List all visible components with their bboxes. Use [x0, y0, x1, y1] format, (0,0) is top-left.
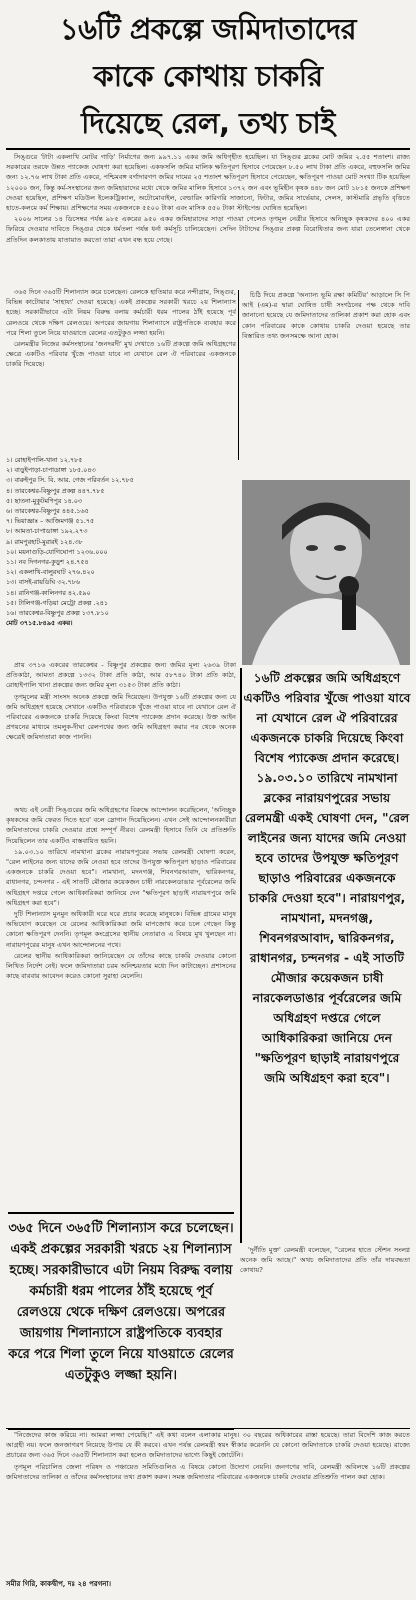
right-upper-column [242, 290, 410, 475]
intro-paragraph: ২০০৬ সালের ১৪ ডিসেম্বর পর্যন্ত ৯৮৫ একরের ৯৫০ একর জমিহারাদের সাড়া পাওয়া গেলেও তৃণমূল নেত্রীর হিসাবে অনিচ্ছুক কৃষকদের ৪০০ একর ফিরিয়ে দেওয়ার দাবিতে সিঙ্গুর থেকে ধর্মতলা পর্যন্ত ধর্না কর্মসূচি চালিয়েছেন। সেদিন টাটাদের সিঙ্গুর প্রকল্প বিরোধিতার জন্য যারা তেলেঙ্গানা থেকে প্রতিদিন কলকাতায় যাতায়াত করতো তারা এখন বন্ধ হয়ে গেছে। [6, 215, 410, 244]
list-item: ৬। তারকেশ্বর-বিষ্ণুপুর ৪৪৫.১৬৫ [6, 507, 89, 516]
bottom-rule [6, 1428, 410, 1429]
list-item: ১৪। রানিগঞ্জ-কালিনগর ৪২.৫৯০ [6, 588, 91, 597]
bottom-paragraph: "নিজেদের কাজ করিয়ে না। আমরা লজ্জা পেয়েছি।" এই কথা বলেন এলাকার মানুষ। ৩০ বছরের অধিকারের রাস্তা হয়েছে। তারা বিদেশি কাজ করতে আগ্রহী নয়। ফলে জনজাগরণ নিয়েছে উপায় যে কী করবে। এখন পর্যন্ত রেলমন্ত্রী স্বয়ং স্বীকার করেননি যে কোনো জমিদাতাকে চাকরি দেওয়া হয়েছে। রাজ্যে প্রচারের জন্য ৩৬৫ দিনে ৩৬৫টি শিলান্যাস করা হলেও জমিদাতাদের ভাগ্যে কিছুই জোটেনি। [6, 1431, 410, 1460]
list-item: ৪। তারকেশ্বর-বিষ্ণুপুর প্রকল্প ৪৪৭.৭৮৫ [6, 486, 105, 495]
headline-line-1: ১৬টি প্রকল্পে জমিদাতাদের [59, 12, 357, 46]
list-item: ১। রোহাইপালি-খানা ১২.৭৮৫ [6, 456, 83, 464]
bottom-column [6, 1430, 410, 1575]
list-item: ১৬। তারকেশ্বর-বিষ্ণুপুর প্রকল্প ১৩৭.৮১০ [6, 609, 109, 618]
news-photo [242, 480, 410, 665]
headline [6, 6, 410, 147]
right-upper-paragraph: চিঠি দিয়ে প্রকল্পে 'অন্যান্য ভূমি রক্ষা কমিটির' আড়ালে সি পি আই (এম)-র দ্বারা ঘোষিত চাষী সংগঠনের পক্ষ থেকে দাবি জানানো হয়েছে যে জমিদাতাদের তালিকা প্রকাশ করা হোক এবং কোন পরিবারের কাকে কোথায় চাকরি দেওয়া হয়েছে তার বিস্তারিত তথ্য জনসমক্ষে আনা হোক। [242, 291, 410, 340]
left-main-column [6, 660, 236, 805]
pull-quote-left: ৩৬৫ দিনে ৩৬৫টি শিলান্যাস করে চলেছেন। একই প্রকল্পের সরকারী খরচে ২য় শিলান্যাস হচ্ছে। সরকারীভাবে এটা নিয়ম বিরুদ্ধ বলায় কর্মচারী ধরম পালের ঠাঁই হয়েছে পূর্ব রেলওয়ে থেকে দক্ষিণ রেলওয়ে। অপরের জায়গায় শিলান্যাসে রাষ্ট্রপতিকে ব্যবহার করে পরে শিলা তুলে নিয়ে যাওয়াতে রেলের এতটুকুও লজ্জা হয়নি। [8, 1212, 234, 1430]
list-total: মোট ৩৭১৫.৮৪৯৫ একর। [6, 619, 73, 628]
list-item: ১১। নব দিগনগর-কুড়ুশ ২৪.৭৫৪ [6, 558, 89, 567]
person-photo-icon [242, 480, 410, 665]
list-item: ২। বাড়ুইপাড়া-চাপাডাঙ্গা ১৮৫.০৪৩ [6, 466, 96, 475]
bottom-paragraph: তৃণমূল পরিচালিত জেলা পরিষদ ও পঞ্চায়েত সমিতিগুলিও এ বিষয়ে কোনো উদ্যোগ নেয়নি। জনগণের দাবি, রেলমন্ত্রী অবিলম্বে ১৬টি প্রকল্পের জমিদাতাদের তালিকা ও তাঁদের কর্মসংস্থানের তথ্য প্রকাশ করুন। সমস্ত জমিদাতার পরিবারের একজনকে চাকরি দেওয়ার প্রতিশ্রুতি পালন করা হোক। [6, 1462, 410, 1481]
left-lower-paragraph: দুটি শিলান্যাস মুনমুন অধিকারী ঘরে ঘরে প্রচার করেছে মানুষকে। বিভিন্ন গ্রামের মানুষ অভিযোগ করেছেন যে রেলের আধিকারিকরা জমি মাপজোখ করে চলে গেছেন কিন্তু কোনো ক্ষতিপূরণ দেননি। তৃণমূল কংগ্রেসের স্থানীয় নেতারাও এ বিষয়ে মুখ খুলছেন না। নারায়ণপুরের মানুষ এখন আন্দোলনের পথে। [6, 910, 236, 949]
right-lower-paragraph: 'দুর্নীতি মুক্ত' রেলমন্ত্রী বলেছেন, "রেলের হাতে স্টেশন সংলগ্ন অনেক জমি আছে।" অথচ জমিদাতাদের প্রতি তাঁর দায়বদ্ধতা কোথায়? [240, 1246, 410, 1275]
column-divider [238, 290, 239, 460]
headline-line-2: কাকে কোথায় চাকরি [93, 59, 323, 93]
left-lower-paragraph: রেলের স্থানীয় আধিকারিকরা জানিয়েছেন যে তাঁদের কাছে চাকরি দেওয়ার কোনো লিখিত নির্দেশ নেই। ফলে জমিদাতারা চরম অনিশ্চয়তার মধ্যে দিন কাটাচ্ছেন। প্রশাসনের কাছে বারবার আবেদন করেও কোনো সুরাহা মেলেনি। [6, 951, 236, 981]
list-item: ৫। ছাতনা-মুকুটমণিপুর ১৪.০৩ [6, 496, 83, 505]
list-item: ১৫। টালিগঞ্জ-গড়িয়া মেট্রো প্রকল্প .২৪১ [6, 598, 109, 607]
pull-quote-right: ১৬টি প্রকল্পের জমি অধিগ্রহণে একটিও পরিবার খুঁজে পাওয়া যাবে না যেখানে রেল ঐ পরিবারের একজনকে চাকরি দিয়েছে কিংবা বিশেষ প্যাকেজ প্রদান করেছে। ১৯.০৩.১০ তারিখে নামখানা ব্লকের নারায়ণপুরের সভায় রেলমন্ত্রী একই ঘোষণা দেন, "রেল লাইনের জন্য যাদের জমি নেওয়া হবে তাদের উপযুক্ত ক্ষতিপূরণ ছাড়াও পরিবারের একজনকে চাকরি দেওয়া হবে"। নারায়ণপুর, নামখানা, মদনগঞ্জ, শিবনগরআবাদ, দ্বারিকনগর, রাধানগর, চন্দনগর - এই সাতটি মৌজার কয়েকজন চাষী নারকেলডাঙার পূর্বরেলের জমি অধিগ্রহণ দপ্তরে গেলে আধিকারিকরা জানিয়ে দেন "ক্ষতিপূরণ ছাড়াই নারায়ণপুরে জমি অধিগ্রহণ করা হবে"। [240, 668, 412, 1243]
left-upper-paragraph: রেলমন্ত্রীর নিজের কর্মসংস্থানের 'জনদরদী' মুখ দেখাতে ১৬টি প্রকল্পে জমি অধিগ্রহণের ক্ষেত্রে একটিও পরিবার খুঁজে পাওয়া যাবে না যেখানে রেল ঐ পরিবারের একজনকে চাকরি দিয়েছে। [6, 340, 236, 369]
list-item: ১০। ময়নাগুড়ি-যোগিঘোপা ১২৩৬.০০০ [6, 547, 108, 556]
left-lower-paragraph: অথচ এই নেত্রী সিঙ্গুরের জমি অধিগ্রহণের বিরুদ্ধে আন্দোলন করেছিলেন, 'অনিচ্ছুক কৃষকদের জমি ফেরত দিতে হবে' বলে স্লোগান দিয়েছিলেন। এখন সেই আন্দোলনকারীরা জমিদাতাদের চাকরি দেওয়ার প্রশ্নে সম্পূর্ণ নীরব। রেলমন্ত্রী হিসাবে তিনি যে প্রতিশ্রুতি দিয়েছিলেন তার একটিও বাস্তবায়িত হয়নি। [6, 806, 236, 845]
left-main-paragraph: তৃণমূলের মন্ত্রী সাংসদ অনেক প্রকল্পে জমি দিয়েছেন। উপযুক্ত ১৬টি প্রকল্পের জন্য যে জমি অধিগ্রহণ হয়েছে সেখানে একটিও পরিবারকে খুঁজে পাওয়া যাবে না যেখানে রেল ঐ পরিবারের একজনকে চাকরি দিয়েছে কিংবা বিশেষ প্যাকেজ প্রদান করেছে। উক্ত আইন প্রণয়নের মাধ্যমে তমলুক-দীঘা রেলপথের জন্য জমি অধিগ্রহণ করার পর থেকে অনেক ক্ষেত্রেই জমিদাতারা কাজ পাননি। [6, 692, 236, 742]
headline-line-3: দিয়েছে রেল, তথ্য চাই [81, 106, 335, 140]
left-upper-paragraph: ৩৬৫ দিনে ৩৬৫টি শিলান্যাস করে চলেছেন। রেলকে হাতিয়ার করে নন্দীগ্রাম, সিঙ্গুর, বিভিন্ন কাটোয়ার 'সাহায্য' দেওয়া হয়েছে। একই প্রকল্পের সরকারী খরচে ২য় শিলান্যাস হচ্ছে। সরকারীভাবে এটা নিয়ম বিরুদ্ধ বলায় কর্মচারী ধরম পালের ঠাঁই হয়েছে পূর্ব রেলওয়ে থেকে দক্ষিণ রেলওয়ে। অপরের জায়গায় শিলান্যাসে রাষ্ট্রপতিকে ব্যবহার করে পরে শিলা তুলে নিয়ে যাওয়াতে রেলের এতটুকুও লজ্জা হয়নি। [6, 288, 236, 337]
list-item: ৯। রামপুরহাট-মুরারই ১২৪.৩৮ [6, 537, 83, 546]
byline: সমীর গিরি, কাকদ্বীপ, দঃ ২৪ পরগনা। [6, 1579, 112, 1588]
left-main-paragraph: প্রায় ৩৭১৬ একরের তারকেশ্বর - বিষ্ণুপুর প্রকল্পের জন্য জমির মূল্য ২৬৩৯ টাকা প্রতিকাঠা, আমতা প্রকল্পে ১৩৩২ টাকা প্রতি কাঠা, আর ৫৮৭৪০ টাকা প্রতি কাঠা, রোহাইপালি খানা প্রকল্পের জন্য জমির মূল্য ৩১৫৩ টাকা প্রতি কাঠা। [6, 661, 236, 690]
projects-list [6, 455, 156, 660]
list-item: ৭। ভিয়াজ্ঞাঃ – আজিমগঞ্জ ৫১.৭৫ [6, 517, 95, 526]
left-lower-column [6, 805, 236, 1210]
list-item: ৮। আমতা-চাপাডাঙ্গা ১৯২.২৭৩ [6, 527, 88, 536]
intro-column [6, 152, 410, 287]
headline-rule [6, 148, 410, 150]
left-lower-paragraph: ১৯.০৩.১০ তারিখে নামখানা ব্লকের নারায়ণপুরের সভায় রেলমন্ত্রী ঘোষণা করেন, "রেল লাইনের জন্য যাদের জমি নেওয়া হবে তাদের উপযুক্ত ক্ষতিপূরণ ছাড়াও পরিবারের একজনকে চাকরি দেওয়া হবে"। নামখানা, মদনগঞ্জ, শিবনগরআবাদ, দ্বারিকনগর, রাধানগর, চন্দনগর - এই সাতটি মৌজার কয়েকজন চাষী নারকেলডাঙার পূর্বরেলের জমি অধিগ্রহণ দপ্তরে গেলে আধিকারিকরা জানিয়ে দেন "ক্ষতিপূরণ ছাড়াই নারায়ণপুরে জমি অধিগ্রহণ করা হবে"। [6, 847, 236, 907]
list-item: ১২। একলাখি-বালুরঘাট ২৭৬.৪২০ [6, 568, 95, 577]
list-item: ৩। বারুইপুর সি. বি. আর. গেজ পরিবর্তন ১২.৭৮৫ [6, 476, 134, 485]
list-item: ১৩। বাসই-রায়ডিঘি ৩২.৭৮৬ [6, 578, 81, 587]
right-lower-column [240, 1245, 410, 1430]
left-upper-column [6, 287, 236, 453]
intro-paragraph: সিঙ্গুরে 'টাটা একলাখি মোটর গাড়ি' নির্মাণের জন্য ৯৯৭.১১ একর জমি অধিগৃহীত হয়েছিল। যা সিঙ্গুর ব্লকের মোট জমির ২.৫৫ শতাংশ। রাজ্য সরকারের তরফে উন্নত প্যাকেজ ঘোষণা করা হয়েছিল। একফসলি জমির মালিক ক্ষতিপূরণ হিসাবে পেয়েছেন ৮.৫০ লাখ টাকা প্রতি একরে, বহুফসলি জমির জন্য ১২.৭৬ লাখ টাকা প্রতি একরে, পশ্চিমবঙ্গ বর্গাদারগণ জমির দামের ২৫ শতাংশ ক্ষতিপূরণ হিসাবে পেয়েছেন, ক্ষতিপূরণ পাওয়া মোট সংখ্যা টিক হয়েছিল ১২০০০ জন, কিন্তু কর্ম-সংস্থানের জন্য জমিহারাদের মধ্যে থেকে জমির মালিক হিসাবে ১৩৭২ জন এবং ভূমিহীন কৃষক ৪৪৮ জন মোট ১৮১৫ জনকে প্রশিক্ষণ দেওয়া হয়েছিল, প্রশিক্ষণ মডিউল ইলেকট্রিক্যাল, অটোমোবাইল, বেল্ডারিং কারিগরি সাজানো, ফিটার, জমির সার্ভেয়ার, সেলস, কাস্টমারি প্রভৃতি বৃত্তিতে হাতে-কলমে কর্ম শিক্ষায়। প্রশিক্ষণের সময় একজনকে ৫৫০০ টাকা এবং মাসিক ৫৫০ টাকা স্টাইপেন্ড ঘোষিত হয়েছিল। [6, 153, 410, 213]
